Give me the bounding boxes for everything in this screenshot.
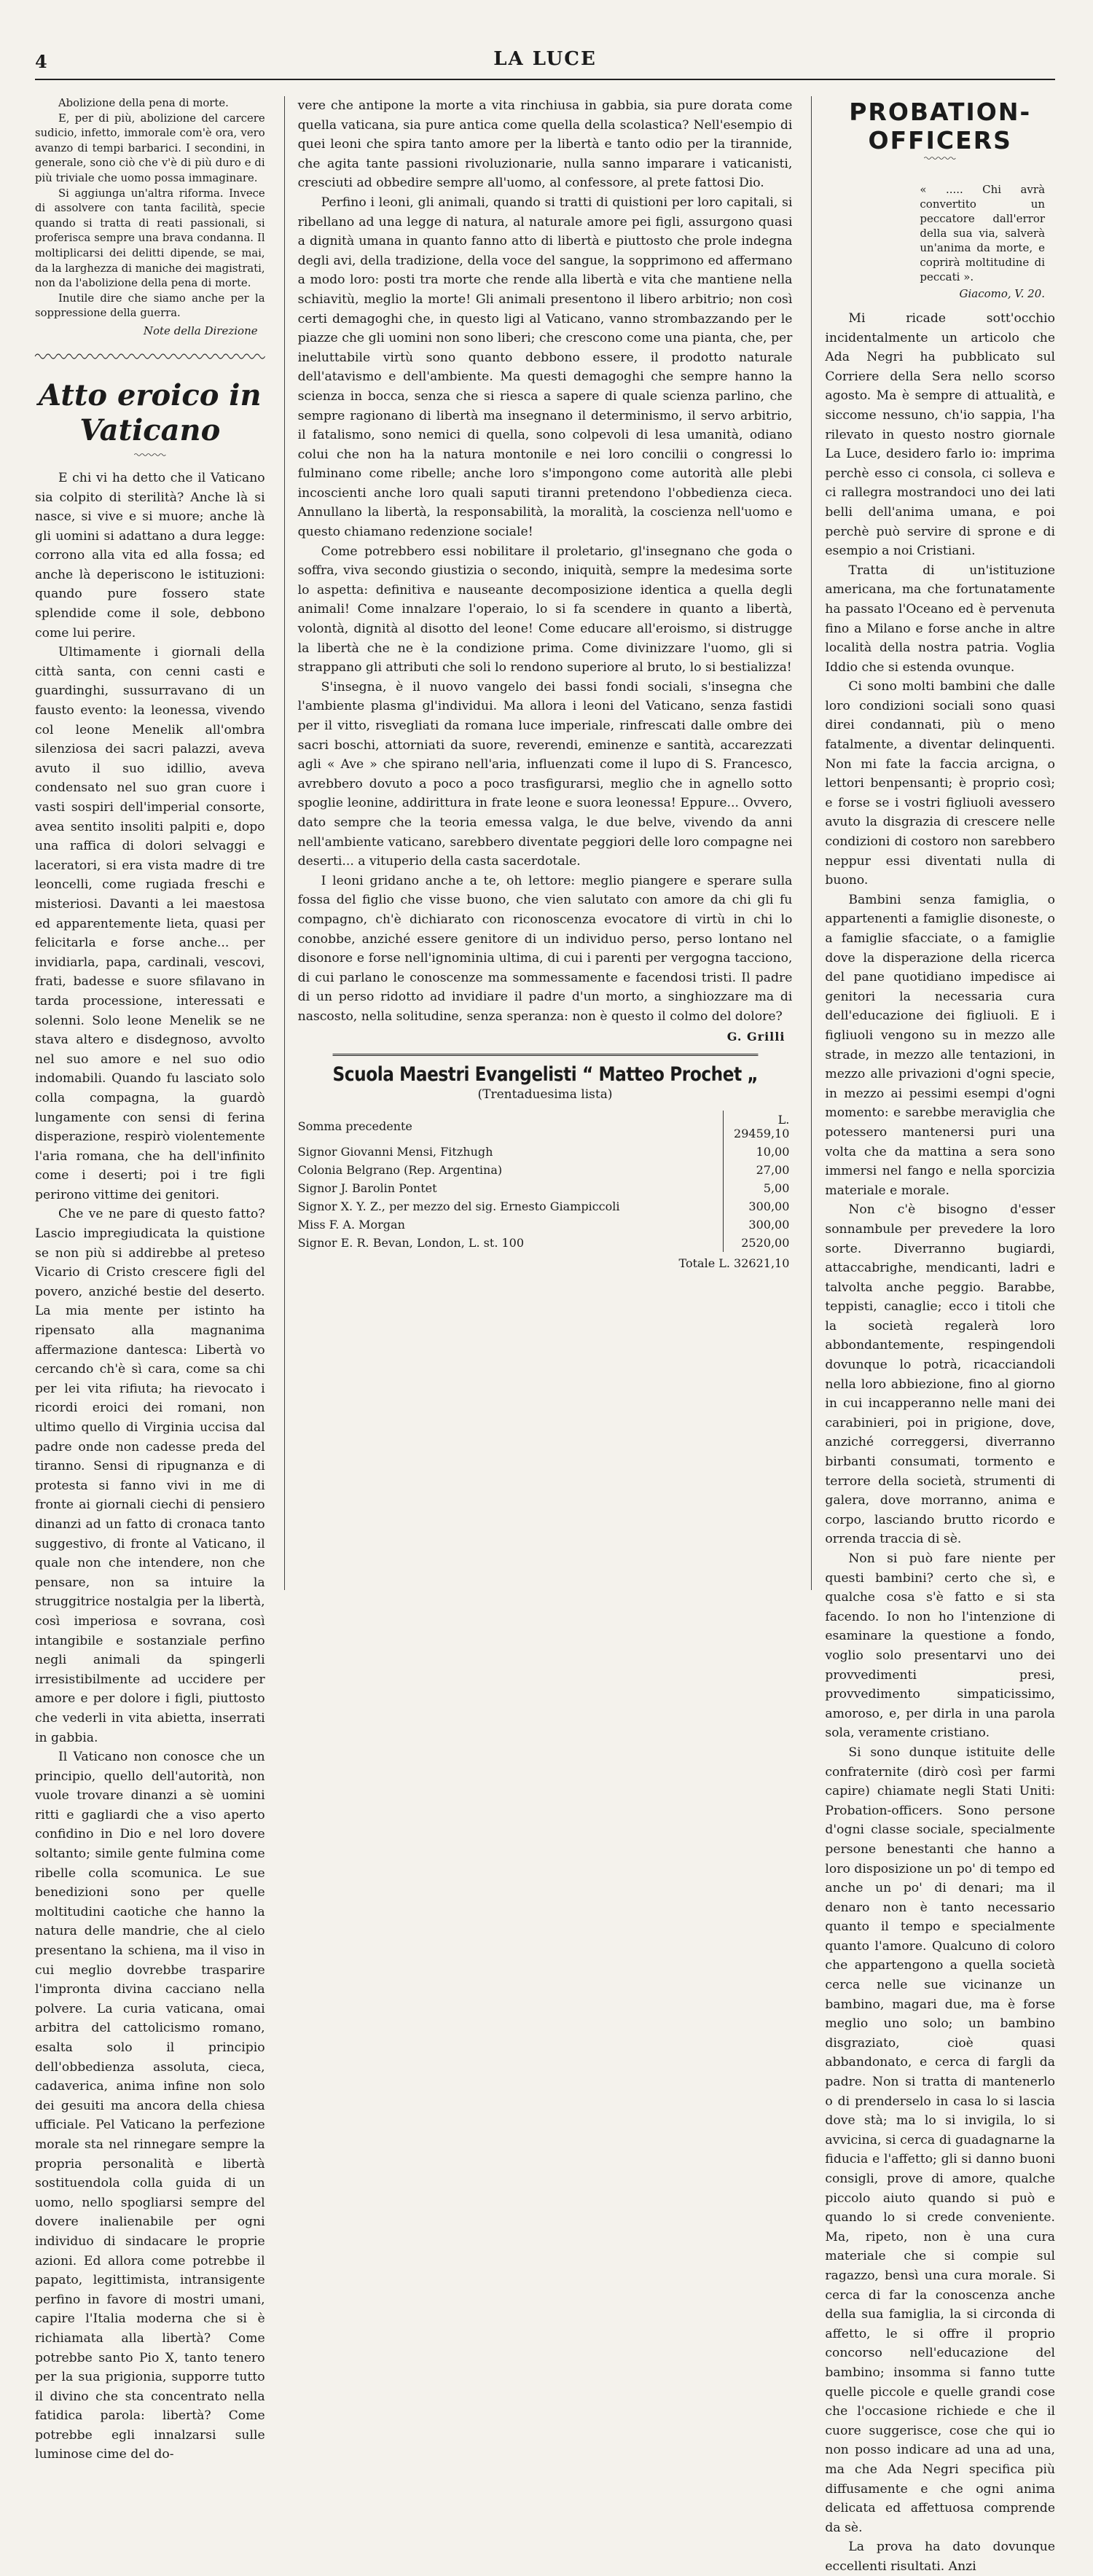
article-paragraph: Mi ricade sott'occhio incidentalmente un articolo che Ada Negri ha pubblicato sul Corriere della Sera nello scorso agosto. Ma è sempre di attualità, e siccome nessuno, ch'io sappia, l'ha rilevato in questo nostro giornale La Luce, desidero farlo io: imprima perchè esso ci consola, ci solleva e ci rallegra mostrandoci uno dei lati belli dell'anima umana, e poi perchè può servire di sprone e di esempio a noi Cristiani. <box>825 311 1056 559</box>
subscription-subtitle: (Trentaduesima lista) <box>477 1087 613 1102</box>
subscription-box <box>298 1054 793 1270</box>
epigraph-source: Giacomo, V. 20. <box>959 287 1046 300</box>
title-ornament <box>35 451 265 458</box>
donor-name: Miss F. A. Morgan <box>297 1217 405 1232</box>
article-paragraph: E chi vi ha detto che il Vaticano sia colpito di sterilità? Anche là si nasce, si vive e si muore; anche là gli uomini si adattano a dura legge: corrono alla vita ed alla fossa; ed anche là deperiscono le istituzioni: quando pure fossero state splendide come il sole, debbono come lui perire. <box>35 470 265 641</box>
article-paragraph: vere che antipone la morte a vita rinchiusa in gabbia, sia pure dorata come quella vaticana, sia pure antica come quella della scolastica? Nell'esempio di quei leoni che spira tanto amore per la libertà e tanto odio per la tirannide, che agita tante passioni rivoluzionarie, nulla sanno imparare i vaticanisti, cresciuti ad obbedire sempre all'uomo, al confessore, al prete fattosi Dio. <box>297 98 793 191</box>
article-paragraph: I leoni gridano anche a te, oh lettore: meglio piangere e sperare sulla fossa del figlio che visse buono, che vien salutato con amore da chi gli fu compagno, ch'è dichiarato con riconoscenza evocatore di virtù in chi lo conobbe, anziché essere genitore di un individuo perso, perso lontano nel disonore e forse nell'ignominia ultima, di cui i parenti per vergogna tacciono, di cui parlano le conoscenze ma sommessamente e facendosi tristi. Il padre di un perso ridotto ad invidiare il padre d'un morto, a singhiozzare ma di nascosto, nella solitudine, senza speranza: non è questo il colmo del dolore? <box>297 873 793 1024</box>
column-1 <box>35 96 265 2462</box>
donation-amount: 27,00 <box>724 1161 793 1179</box>
wavy-divider <box>35 351 265 362</box>
table-row <box>298 1215 793 1234</box>
newspaper-title: LA LUCE <box>493 48 597 70</box>
epigraph: « ..... Chi avrà convertito un peccatore dall'error della sua via, salverà un'anima da morte, e coprirà moltitudine di peccati ». <box>920 183 1046 283</box>
column-2 <box>284 96 793 1590</box>
article-paragraph: Il Vaticano non conosce che un principio, quello dell'autorità, non vuole trovare dinanzi a sè uomini ritti e gagliardi che a viso aperto confidino in Dio e nel loro dovere soltanto; simile gente fulmina come ribelle colla scomunica. Le sue benedizioni sono per quelle moltitudini caotiche che hanno la natura delle mandrie, che al cielo presentano la schiena, ma il viso in cui meglio dovrebbe trasparire l'impronta divina cacciano nella polvere. La curia vaticana, omai arbitra del cattolicismo romano, esalta solo il principio dell'obbedienza assoluta, cieca, cadaverica, anima infine non solo dei gesuiti ma ancora della chiesa ufficiale. Pel Vaticano la perfezione morale sta nel rinnegare sempre la propria personalità e libertà sostituendola colla guida di un uomo, nello spogliarsi sempre del dovere inalienabile per ogni individuo di sindacare le proprie azioni. Ed allora come potrebbe il papato, legittimista, intransigente perfino in favore di mostri umani, capire l'Italia moderna che si è richiamata alla libertà? Come potrebbe santo Pio X, tanto tenero per la sua prigionia, supporre tutto il divino che sta concentrato nella fatidica parola: libertà? Come potrebbe egli innalzarsi sulle luminose cime del do- <box>35 1750 265 2462</box>
table-row <box>298 1143 793 1161</box>
article-paragraph: Non c'è bisogno d'esser sonnambule per prevedere la loro sorte. Diverranno bugiardi, attaccabrighe, mendicanti, ladri e talvolta anche peggio. Barabbe, teppisti, canaglie; ecco i titoli che la società regalerà loro abbondantemente, respingendoli dovunque lo potrà, ricacciandoli nella loro abbiezione, fino al giorno in cui incapperanno nelle mani dei carabinieri, poi in prigione, dove, anziché correggersi, diverranno birbanti consumati, tormento e terrore della società, strumenti di galera, dove morranno, anima e corpo, lasciando brutto ricordo e orrenda traccia di sè. <box>825 1202 1056 1547</box>
donor-name: Colonia Belgrano (Rep. Argentina) <box>297 1162 503 1177</box>
note-paragraph: Si aggiunga un'altra riforma. Invece di assolvere con tanta facilità, specie quando si tratta di reati passionali, si proferisca sempre una brava condanna. Il moltiplicarsi dei delitti dipende, se mai, da la larghezza di maniche dei magistrati, non da l'abolizione della pena di morte. <box>35 187 265 290</box>
donation-amount: 300,00 <box>724 1215 793 1234</box>
donation-amount: 300,00 <box>724 1197 793 1215</box>
donor-name: Signor J. Barolin Pontet <box>297 1181 437 1195</box>
donor-name: Signor X. Y. Z., per mezzo del sig. Ernesto Giampiccoli <box>297 1199 620 1213</box>
table-row <box>298 1197 793 1215</box>
article-paragraph: Ultimamente i giornali della città santa, con cenni casti e guardinghi, sussurravano di un fausto evento: la leonessa, vivendo col leone Menelik all'ombra silenziosa dei sacri palazzi, aveva avuto il suo idillio, aveva condensato nel suo gran cuore i vasti sospiri dell'imperial consorte, avea sentito insoliti palpiti e, dopo una raffica di dolori selvaggi e laceratori, si era vista madre di tre leoncelli, come rugiada freschi e misteriosi. Davanti a lei maestosa ed apparentemente lieta, quasi per felicitarla e forse anche... per invidiarla, papa, cardinali, vescovi, frati, badesse e suore sfilavano in tarda processione, interessati e solenni. Solo leone Menelik se ne stava altero e disdegnoso, avvolto nel suo amore e nel suo odio indomabili. Quando fu lasciato solo colla compagna, la guardò lungamente con sensi di ferina disperazione, respirò violentemente l'aria romana, che ha dell'infinito come i deserti; poi i tre figli perirono vittime dei genitori. <box>35 645 265 1202</box>
donation-amount: 10,00 <box>724 1143 793 1161</box>
note-paragraph: Inutile dire che siamo anche per la soppressione della guerra. <box>35 291 265 320</box>
note-paragraph: E, per di più, abolizione del carcere sudicio, infetto, immorale com'è ora, vero avanzo di tempi barbarici. I secondini, in generale, sono ciò che v'è di più duro e di più triviale che uomo possa immaginare. <box>35 111 265 184</box>
article-paragraph: Tratta di un'istituzione americana, ma che fortunatamente ha passato l'Oceano ed è pervenuta fino a Milano e forse anche in altre località della nostra patria. Voglia Iddio che si estenda ovunque. <box>825 563 1056 675</box>
article-paragraph: Come potrebbero essi nobilitare il proletario, gl'insegnano che goda o soffra, viva secondo giustizia o secondo, iniquità, sempre la medesima sorte lo aspetta: definitiva e nauseante decomposizione identica a quella degli animali! Come innalzare l'operaio, lo si fa scendere in quanto a libertà, volontà, dignità al disotto del leone! Come educare all'eroismo, si distrugge la libertà che ne è la condizione prima. Come divinizzare l'uomo, gli si strappano gli attributi che soli lo rendono superiore al bruto, lo si bestializza! <box>297 544 793 676</box>
article-paragraph: La prova ha dato dovunque eccellenti risultati. Anzi <box>825 2540 1056 2574</box>
table-row <box>298 1179 793 1197</box>
column-3 <box>811 96 1056 2574</box>
donor-name: Signor Giovanni Mensi, Fitzhugh <box>297 1144 493 1159</box>
donor-name: Somma precedente <box>297 1119 412 1133</box>
article-paragraph: S'insegna, è il nuovo vangelo dei bassi fondi sociali, s'insegna che l'ambiente plasma gl'individui. Ma allora i leoni del Vaticano, senza fastidi per il vitto, risvegliati da romana luce imperiale, rinfrescati dalle ombre dei sacri boschi, attorniati da suore, reverendi, eminenze e santità, accarezzati agli « Ave » che spirano nell'aria, influenzati come il lupo di S. Francesco, avrebbero dovuto a poco a poco trasfigurarsi, meglio che in agnello sotto spoglie leonine, addirittura in frate leone e suora leonessa! Eppure... Ovvero, dato sempre che la teoria emessa valga, le due belve, vivendo da anni nell'ambiente vaticano, sarebbero diventate peggiori delle loro compagne nei deserti... a vituperio della casta sacerdotale. <box>297 679 793 869</box>
article-paragraph: Che ve ne pare di questo fatto? Lascio impregiudicata la quistione se non più si addirebbe al preteso Vicario di Cristo crescere figli del povero, anziché bestie del deserto. La mia mente per istinto ha ripensato alla magnanima affermazione dantesca: Libertà vo cercando ch'è sì cara, come sa chi per lei vita rifiuta; ha rievocato i ricordi eroici dei romani, non ultimo quello di Virginia uccisa dal padre onde non cadesse preda del tiranno. Sensi di ripugnanza e di protesta si fanno vivi in me di fronte ai giornali ciechi di pensiero dinanzi ad un fatto di cronaca tanto suggestivo, di fronte al Vaticano, il quale non che intendere, non che pensare, non sa intuire la struggitrice nostalgia per la libertà, così imperiosa e sovrana, così intangibile e sostanziale perfino negli animali da spingerli irresistibilmente ad uccidere per amore e per dolore i figli, piuttosto che vederli in vita abietta, inserrati in gabbia. <box>35 1207 265 1745</box>
donation-amount: 5,00 <box>724 1179 793 1197</box>
masthead <box>35 44 1055 80</box>
article-title: PROBATION-OFFICERS <box>849 98 1032 154</box>
page-number: 4 <box>35 51 47 72</box>
columns <box>35 96 1056 2574</box>
note-paragraph: Abolizione della pena di morte. <box>58 97 229 109</box>
article-title: Atto eroico in Vaticano <box>39 377 262 447</box>
title-ornament <box>825 154 1055 162</box>
article-paragraph: Non si può fare niente per questi bambini? certo che sì, e qualche cosa s'è fatto e si sta facendo. Io non ho l'intenzione di esaminare la questione a fondo, voglio solo presentarvi uno dei provvedimenti presi, provvedimento simpaticissimo, amoroso, e, per dirla in una parola sola, veramente cristiano. <box>825 1551 1056 1741</box>
subscription-title: Scuola Maestri Evangelisti “ Matteo Prochet „ <box>332 1054 758 1086</box>
subscription-total: Totale L. 32621,10 <box>678 1256 790 1270</box>
article-paragraph: Perfino i leoni, gli animali, quando si tratti di quistioni per loro capitali, si ribellano ad una legge di natura, al naturale amore pei figli, assurgono quasi a dignità umana in quanto fanno atto di libertà e piuttosto che prole indegna degli avi, della tradizione, della voce del sangue, la sopprimono ed affermano a modo loro: posti tra morte che rende alla libertà e vita che mantiene nella schiavitù, meglio la morte! Gli animali presentono il libero arbitrio; non così certi demagoghi che, in questo ligi al Vaticano, vanno strombazzando per le piazze che gli uomini non sono liberi; che crescono come una pianta, che, per ineluttabile virtù sono quanto debbono essere, il prodotto naturale dell'atavismo e dell'ambiente. Ma questi demagoghi che sempre hanno la scienza in bocca, senza che si riesca a sapere di quale scienza parlino, che sempre ragionano di libertà ma insegnano il determinismo, il servo arbitrio, il fatalismo, sono nemici di quella, sono colpevoli di lesa umanità, odiano colui che non ha la natura montonile e nei loro concilii o congressi lo fulminano come ribelle; anche loro s'impongono come autorità alle plebi incoscienti anche loro quali saputi tiranni pretendono l'obbedienza cieca. Annullano la libertà, la responsabilità, la moralità, la coscienza nell'uomo e questo chiamano redenzione sociale! <box>297 195 793 540</box>
article-paragraph: Ci sono molti bambini che dalle loro condizioni sociali sono quasi direi condannati, più o meno fatalmente, a diventar delinquenti. Non mi fate la faccia arcigna, o lettori benpensanti; è proprio così; e forse se i vostri figliuoli avessero avuto la disgrazia di crescere nelle condizioni di costoro non sarebbero neppur essi diventati nulla di buono. <box>825 679 1056 888</box>
table-row <box>298 1161 793 1179</box>
article-paragraph: Si sono dunque istituite delle confraternite (dirò così per farmi capire) chiamate negli Stati Uniti: Probation-officers. Sono persone d'ogni classe sociale, specialmente persone benestanti che hanno a loro disposizione un po' di tempo ed anche un po' di denari; ma il denaro non è tanto necessario quanto il tempo e specialmente quanto l'amore. Qualcuno di coloro che appartengono a quella società cerca nelle sue vicinanze un bambino, magari due, ma è forse meglio uno solo; un bambino disgraziato, cioè quasi abbandonato, e cerca di fargli da padre. Non si tratta di mantenerlo o di prenderselo in casa lo si lascia dove stà; ma lo si invigila, lo si avvicina, si cerca di guadagnarne la fiducia e l'affetto; gli si danno buoni consigli, prove di amore, qualche piccolo aiuto quando si può e quando lo si crede conveniente. Ma, ripeto, non è una cura materiale che si compie sul ragazzo, bensì una cura morale. Si cerca di far la conoscenza anche della sua famiglia, la si circonda di affetto, le si offre il proprio concorso nell'educazione del bambino; insomma si fanno tutte quelle piccole e quelle grandi cose che l'occasione richiede e che il cuore suggerisce, cose che qui io non posso indicare ad una ad una, ma che Ada Negri specifica più diffusamente e che ogni anima delicata ed affettuosa comprende da sè. <box>825 1745 1056 2535</box>
article-signature: G. Grilli <box>726 1029 786 1044</box>
subscription-table <box>298 1111 793 1252</box>
donor-name: Signor E. R. Bevan, London, L. st. 100 <box>297 1235 525 1250</box>
table-row <box>298 1234 793 1252</box>
note-signature: Note della Direzione <box>143 324 258 337</box>
donation-amount: 2520,00 <box>724 1234 793 1252</box>
donation-amount: L. 29459,10 <box>724 1111 793 1143</box>
article-paragraph: Bambini senza famiglia, o appartenenti a famiglie disoneste, o a famiglie sfacciate, o a famiglie dove la disperazione della ricerca del pane quotidiano impedisce ai genitori la necessaria cura dell'educazione dei figliuoli. E i figliuoli vengono su in mezzo alle strade, in mezzo alle tentazioni, in mezzo alle privazioni d'ogni specie, in mezzo ai pessimi esempi d'ogni momento: e sarebbe meraviglia che potessero mantenersi puri una volta che da mattina a sera sono immersi nel fango e nella sporcizia materiale e morale. <box>825 892 1056 1198</box>
editorial-note <box>35 96 265 321</box>
table-row <box>298 1111 793 1143</box>
